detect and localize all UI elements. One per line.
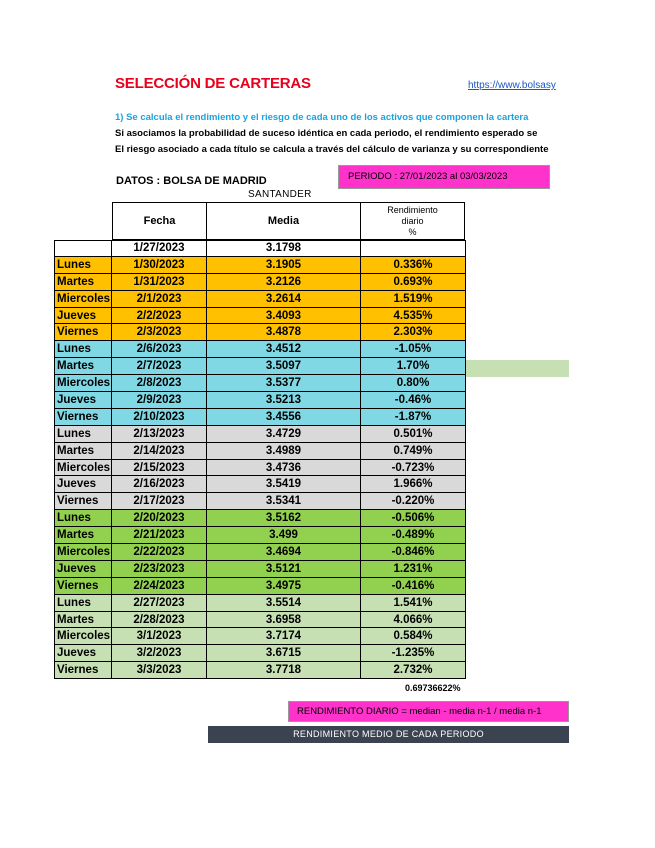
rendimiento-cell: 0.80% [361,375,466,392]
date-cell: 2/16/2023 [112,476,207,493]
day-cell: Martes [54,612,112,629]
table-row [54,426,466,443]
media-cell: 3.1905 [207,257,361,274]
rendimiento-cell: 0.501% [361,426,466,443]
day-cell: Miercoles [54,628,112,645]
rendimiento-cell: 0.693% [361,274,466,291]
table-row [54,595,466,612]
rendimiento-cell: 4.066% [361,612,466,629]
date-cell: 2/14/2023 [112,443,207,460]
date-cell: 2/3/2023 [112,324,207,341]
media-cell: 3.5341 [207,493,361,510]
header-rend-line3: % [408,226,417,237]
table-row [54,324,466,341]
rendimiento-cell: -0.846% [361,544,466,561]
day-cell: Miercoles [54,291,112,308]
header-fecha: Fecha [112,202,207,240]
media-cell: 3.5097 [207,358,361,375]
intro-heading: 1) Se calcula el rendimiento y el riesgo de cada uno de los activos que componen la cartera [115,112,529,123]
day-cell: Jueves [54,561,112,578]
rendimiento-cell: 0.749% [361,443,466,460]
header-rend-line2: diario [401,215,424,226]
day-cell: Martes [54,443,112,460]
table-row [54,460,466,477]
table-row [54,375,466,392]
footer-bar: RENDIMIENTO MEDIO DE CADA PERIODO [208,726,569,743]
day-cell: Lunes [54,257,112,274]
day-cell: Viernes [54,324,112,341]
rendimiento-cell: 1.519% [361,291,466,308]
date-cell: 2/22/2023 [112,544,207,561]
rendimiento-cell: 1.231% [361,561,466,578]
day-cell: Jueves [54,645,112,662]
media-cell: 3.4729 [207,426,361,443]
media-cell: 3.7718 [207,662,361,679]
table-row [54,662,466,679]
day-cell: Martes [54,274,112,291]
rendimiento-cell: -0.723% [361,460,466,477]
media-cell: 3.5121 [207,561,361,578]
highlight-cell [466,360,569,377]
date-cell: 2/8/2023 [112,375,207,392]
formula-box: RENDIMIENTO DIARIO = median - media n-1 / media n-1 [288,701,569,722]
day-cell: Miercoles [54,460,112,477]
table-row [54,341,466,358]
rendimiento-cell: 2.303% [361,324,466,341]
date-cell: 2/23/2023 [112,561,207,578]
table-row [54,527,466,544]
media-cell: 3.2126 [207,274,361,291]
rendimiento-cell: 4.535% [361,308,466,325]
table-row [54,578,466,595]
rendimiento-cell: -0.220% [361,493,466,510]
rendimiento-cell [361,240,466,257]
intro-text-1: Si asociamos la probabilidad de suceso idéntica en cada periodo, el rendimiento esperado se [115,128,538,139]
header-rendimiento [360,202,465,240]
day-cell: Miercoles [54,544,112,561]
date-cell: 2/20/2023 [112,510,207,527]
total-value: 0.69736622% [405,683,461,693]
media-cell: 3.4736 [207,460,361,477]
date-cell: 1/27/2023 [112,240,207,257]
date-cell: 2/15/2023 [112,460,207,477]
table-row [54,308,466,325]
table-row [54,443,466,460]
date-cell: 2/21/2023 [112,527,207,544]
rendimiento-cell: -1.87% [361,409,466,426]
rendimiento-cell: 1.541% [361,595,466,612]
table-row [54,493,466,510]
media-cell: 3.4989 [207,443,361,460]
day-cell: Jueves [54,476,112,493]
day-cell: Jueves [54,308,112,325]
table-row [54,274,466,291]
date-cell: 2/2/2023 [112,308,207,325]
media-cell: 3.2614 [207,291,361,308]
day-cell: Miercoles [54,375,112,392]
media-cell: 3.4878 [207,324,361,341]
table-row [54,358,466,375]
rendimiento-cell: 1.70% [361,358,466,375]
day-cell: Martes [54,527,112,544]
stock-name: SANTANDER [248,189,312,200]
date-cell: 2/27/2023 [112,595,207,612]
media-cell: 3.1798 [207,240,361,257]
date-cell: 2/28/2023 [112,612,207,629]
intro-text-2: El riesgo asociado a cada título se calcula a través del cálculo de varianza y su correspondiente [115,144,549,155]
media-cell: 3.5419 [207,476,361,493]
date-cell: 2/10/2023 [112,409,207,426]
table-row [54,645,466,662]
media-cell: 3.4694 [207,544,361,561]
rendimiento-cell: -0.416% [361,578,466,595]
table-row [54,612,466,629]
day-cell: Viernes [54,578,112,595]
date-cell: 2/13/2023 [112,426,207,443]
media-cell: 3.5377 [207,375,361,392]
table-row [54,476,466,493]
day-cell: Viernes [54,662,112,679]
table-row [54,510,466,527]
media-cell: 3.4093 [207,308,361,325]
date-cell: 2/7/2023 [112,358,207,375]
media-cell: 3.5162 [207,510,361,527]
rendimiento-cell: -1.235% [361,645,466,662]
periodo-box: PERIODO : 27/01/2023 al 03/03/2023 [338,165,550,189]
media-cell: 3.6715 [207,645,361,662]
day-cell: Lunes [54,510,112,527]
table-row [54,561,466,578]
day-cell: Jueves [54,392,112,409]
page-title: SELECCIÓN DE CARTERAS [115,75,311,92]
rendimiento-cell: -0.506% [361,510,466,527]
table-row [54,240,466,257]
table-row [54,409,466,426]
date-cell: 2/6/2023 [112,341,207,358]
table-row [54,291,466,308]
data-table [54,240,466,679]
table-row [54,392,466,409]
date-cell: 1/31/2023 [112,274,207,291]
date-cell: 1/30/2023 [112,257,207,274]
day-cell: Martes [54,358,112,375]
date-cell: 2/9/2023 [112,392,207,409]
date-cell: 2/17/2023 [112,493,207,510]
media-cell: 3.4512 [207,341,361,358]
rendimiento-cell: 0.584% [361,628,466,645]
table-row [54,628,466,645]
website-link[interactable]: https://www.bolsasy [468,80,556,91]
rendimiento-cell: -0.489% [361,527,466,544]
table-row [54,257,466,274]
datos-label: DATOS : BOLSA DE MADRID [116,175,267,187]
day-cell: Lunes [54,595,112,612]
header-rend-line1: Rendimiento [387,204,438,215]
day-cell: Viernes [54,493,112,510]
header-media: Media [206,202,361,240]
media-cell: 3.5514 [207,595,361,612]
day-cell: Lunes [54,341,112,358]
date-cell: 3/1/2023 [112,628,207,645]
media-cell: 3.7174 [207,628,361,645]
media-cell: 3.5213 [207,392,361,409]
rendimiento-cell: 0.336% [361,257,466,274]
rendimiento-cell: 1.966% [361,476,466,493]
day-cell [54,240,112,257]
date-cell: 2/1/2023 [112,291,207,308]
table-row [54,544,466,561]
rendimiento-cell: -1.05% [361,341,466,358]
day-cell: Lunes [54,426,112,443]
date-cell: 2/24/2023 [112,578,207,595]
rendimiento-cell: 2.732% [361,662,466,679]
media-cell: 3.4975 [207,578,361,595]
rendimiento-cell: -0.46% [361,392,466,409]
day-cell: Viernes [54,409,112,426]
media-cell: 3.6958 [207,612,361,629]
date-cell: 3/2/2023 [112,645,207,662]
media-cell: 3.499 [207,527,361,544]
date-cell: 3/3/2023 [112,662,207,679]
media-cell: 3.4556 [207,409,361,426]
